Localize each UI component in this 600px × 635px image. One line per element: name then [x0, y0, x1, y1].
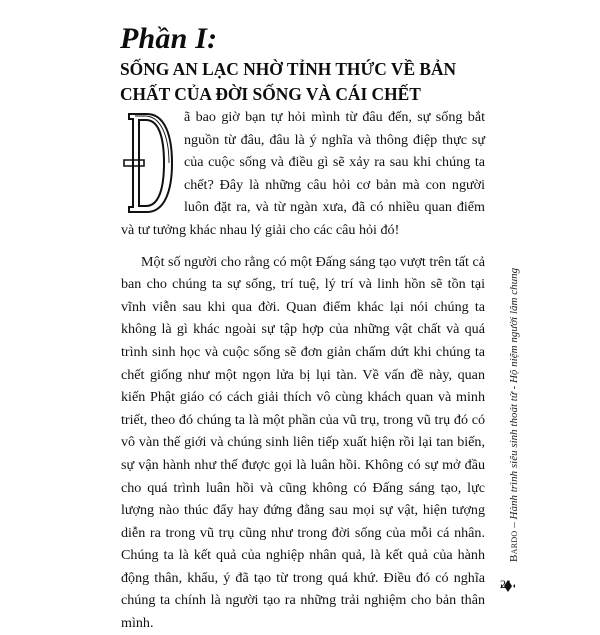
- running-head-rail: [497, 252, 519, 592]
- running-head-series: Bardo: [508, 530, 520, 562]
- drop-cap-letter-graphic: [123, 110, 175, 216]
- paragraph-1-text: ã bao giờ bạn tự hỏi mình từ đâu đến, sự sống bắt nguồn từ đâu, đâu là ý nghĩa và thông điệp thực sự của cuộc sống và điều gì sẽ xảy ra sau khi chúng ta chết? Đây là những câu hỏi cơ bản mà con người luôn đặt ra, và từ ngàn xưa, đã có nhiều quan điểm và tư tưởng khác nhau lý giải cho các câu hỏi đó!: [121, 109, 485, 238]
- paragraph-1: [121, 106, 485, 242]
- drop-cap: [123, 110, 175, 216]
- running-head-title: Hành trình siêu sinh thoát tử - Hộ niệm người lâm chung: [508, 267, 520, 520]
- running-head: [508, 268, 520, 562]
- page-number: 21: [500, 577, 512, 591]
- running-head-separator: –: [508, 519, 520, 531]
- body-text: [121, 106, 485, 635]
- paragraph-2: Một số người cho rằng có một Đấng sáng tạo vượt trên tất cả ban cho chúng ta sự sống, trí tuệ, lý trí và linh hồn sẽ tồn tại vĩnh viễn sau khi qua đời. Quan điểm khác lại nói chúng ta không là gì khác ngoài sự tập hợp của những vật chất và quá trình sinh học và cuộc sống sẽ đơn giản chấm dứt khi chúng ta chết giống như một ngọn lửa bị lụi tàn. Về vấn đề này, quan kiến Phật giáo có cách giải thích vô cùng khách quan và minh triết, theo đó chúng ta là một phần của vũ trụ, trong vũ trụ đó có vô vàn thế giới và chúng sinh liên tiếp xuất hiện rồi lại tan biến, sự vận hành như thế được gọi là luân hồi. Không có sự mở đầu cho quá trình luân hồi và cũng không có Đấng sáng tạo, lực lượng nào thúc đẩy hay đứng đằng sau mọi sự vật, hiện tượng diễn ra trong vũ trụ cũng như trong đời sống của mỗi cá nhân. Chúng ta là kết quả của nghiệp nhân quả, là kết quả của hành động thân, khẩu, ý đã tạo từ trong quá khứ. Điều đó có nghĩa chúng ta chính là người tạo ra những trải nghiệm cho bản thân mình.: [121, 253, 485, 632]
- chapter-title: SỐNG AN LẠC NHỜ TỈNH THỨC VỀ BẢN CHẤT CỦA ĐỜI SỐNG VÀ CÁI CHẾT: [120, 59, 457, 104]
- part-title: Phần I:: [120, 22, 218, 55]
